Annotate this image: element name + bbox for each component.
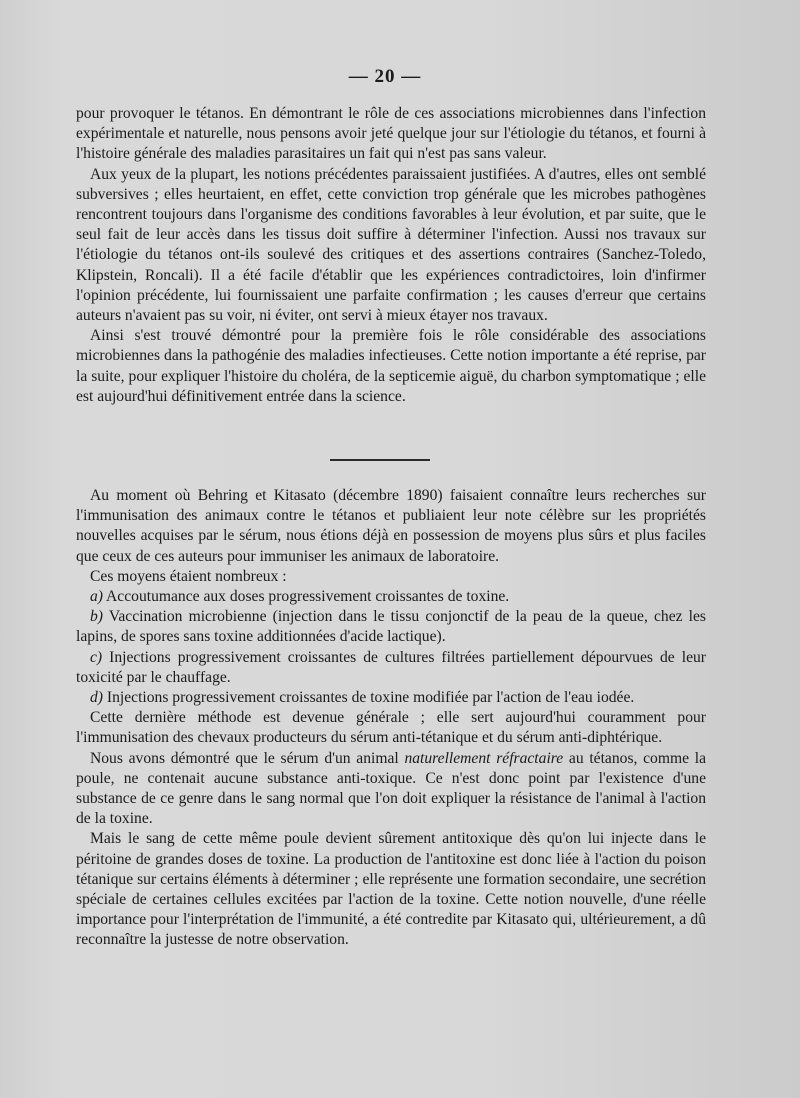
list-marker: c) bbox=[90, 648, 103, 666]
list-item-text: Accoutumance aux doses progressivement croissantes de toxine. bbox=[103, 588, 510, 606]
list-item-text: Injections progressivement croissantes de cultures filtrées partiellement dépourvues de leur toxicité par le chauffage. bbox=[76, 648, 706, 686]
list-item-text: Vaccination microbienne (injection dans le tissu conjonctif de la peau de la queue, chez les lapins, de spores sans toxine additionnées d'acide lactique). bbox=[76, 608, 706, 646]
section-separator bbox=[330, 459, 430, 461]
paragraph bbox=[76, 749, 706, 830]
section-associations-microbiennes bbox=[76, 104, 706, 407]
paragraph-text: au tétanos, comme la poule, ne contenait aucune substance anti-toxique. Ce n'est donc point par l'existence d'une substance de ce genre dans le sang normal que l'on doit expliquer la résistance de l'animal à l'action de la toxine. bbox=[76, 749, 706, 828]
paragraph: pour provoquer le tétanos. En démontrant le rôle de ces associations microbiennes dans l'infection expérimentale et naturelle, nous pensons avoir jeté quelque jour sur l'étiologie du tétanos, et fourni à l'histoire générale des maladies parasitaires un fait qui n'est pas sans valeur. bbox=[76, 105, 706, 163]
list-item bbox=[76, 688, 706, 708]
page-number: — 20 — bbox=[348, 66, 422, 87]
list-marker: a) bbox=[90, 588, 103, 606]
section-immunisation bbox=[76, 486, 706, 951]
paragraph-text: Nous avons démontré que le sérum d'un animal bbox=[90, 749, 405, 767]
list-marker: b) bbox=[90, 608, 103, 626]
paragraph: Ainsi s'est trouvé démontré pour la première fois le rôle considérable des associations microbiennes dans la pathogénie des maladies infectieuses. Cette notion importante a été reprise, par la suite, pour expliquer l'histoire du choléra, de la septicemie aiguë, du charbon symptomatique ; elle est aujourd'hui définitivement entrée dans la science. bbox=[76, 327, 706, 405]
emphasis-text: naturellement réfractaire bbox=[404, 749, 564, 767]
paragraph: Ces moyens étaient nombreux : bbox=[90, 567, 287, 585]
paragraph: Aux yeux de la plupart, les notions précédentes paraissaient justifiées. A d'autres, elles ont semblé subversives ; elles heurtaient, en effet, cette conviction trop générale que les microbes pathogènes rencontrent toujours dans l'organisme des conditions favorables à leur évolution, et par suite, que le seul fait de leur accès dans les tissus doit suffire à déterminer l'infection. Aussi nos travaux sur l'étiologie du tétanos ont-ils soulevé des critiques et des assertions contraires (Sanchez-Toledo, Klipstein, Roncali). Il a été facile d'établir que les expériences contradictoires, loin d'infirmer l'opinion précédente, lui fournissaient une parfaite confirmation ; les causes d'erreur que certains auteurs n'avaient pas su voir, ni éviter, ont servi à mieux étayer nos travaux. bbox=[76, 165, 706, 325]
list-item bbox=[76, 648, 706, 688]
paragraph: Au moment où Behring et Kitasato (décembre 1890) faisaient connaître leurs recherches sur l'immunisation des animaux contre le tétanos et publiaient leur note célèbre sur les propriétés nouvelles acquises par le sérum, nous étions déjà en possession de moyens plus sûrs et plus faciles que ceux de ces auteurs pour immuniser les animaux de laboratoire. bbox=[76, 487, 706, 565]
paragraph: Mais le sang de cette même poule devient sûrement antitoxique dès qu'on lui injecte dans le péritoine de grandes doses de toxine. La production de l'antitoxine est donc liée à l'action du poison tétanique sur certains éléments à déterminer ; elle représente une formation secondaire, une secrétion spéciale de certaines cellules excitées par l'action de la toxine. Cette notion nouvelle, d'une réelle importance pour l'interprétation de l'immunité, a été contredite par Kitasato qui, ultérieurement, a dû reconnaître la justesse de notre observation. bbox=[76, 830, 706, 949]
list-item bbox=[76, 607, 706, 647]
list-item-text: Injections progressivement croissantes de toxine modifiée par l'action de l'eau iodée. bbox=[103, 689, 635, 707]
list-marker: d) bbox=[90, 689, 103, 707]
list-item bbox=[76, 587, 706, 607]
paragraph: Cette dernière méthode est devenue générale ; elle sert aujourd'hui couramment pour l'immunisation des chevaux producteurs du sérum anti-tétanique et du sérum anti-diphtérique. bbox=[76, 709, 706, 747]
